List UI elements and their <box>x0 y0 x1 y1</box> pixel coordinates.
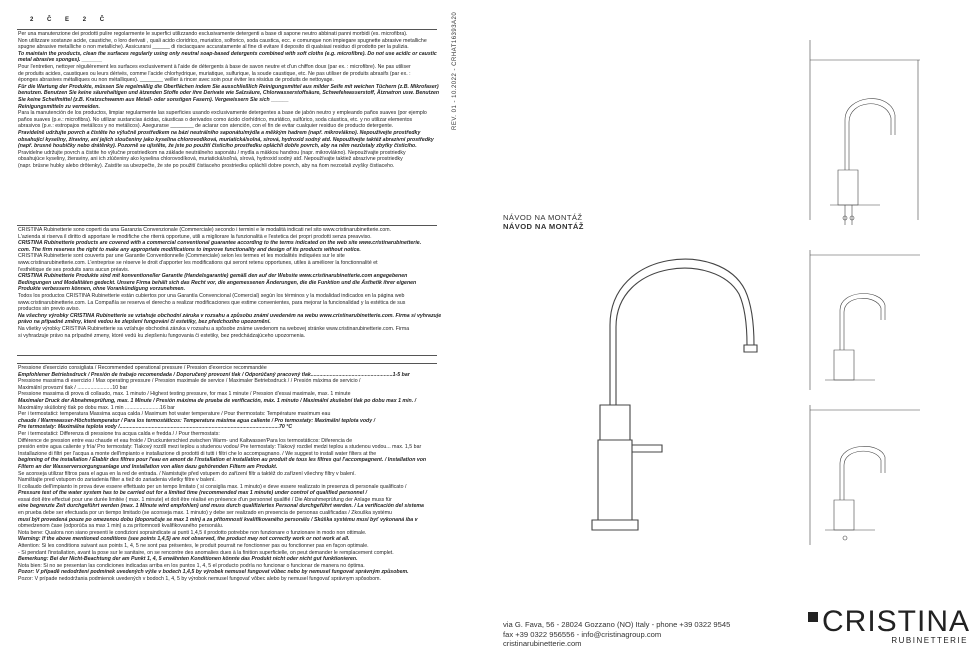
warranty-line: L'azienda si riserva il diritto di apportare le modifiche che riterrà opportune, utili a migliorare la funzionalità e l'estetica dei propri prodotti senza preavviso. <box>18 233 372 240</box>
warranty-line: CRISTINA Rubinetterie products are covered with a commercial conventional guarantee according to the terms indicated on the web site www.cristinarubinetterie. <box>18 240 422 247</box>
spec-line: chaude / Warmwasser-Höchsttemperatur / Para los termostáticos: Temperatura máxima agua caliente / Pro termostaty: Maximální teplota vody / <box>18 417 376 424</box>
maintenance-line: Non utilizzare sostanze acide, caustiche, o loro derivati , quali acido cloridrico, muriatico, solforico, soda caustica, ecc. e comunque non impiegare spugnette abrasive metalliche <box>18 37 427 44</box>
maintenance-section <box>18 31 440 169</box>
spec-line: Namištajte pred vstupom do zariadenia filter a tiež do zariadenia všetky filtre v balení. <box>18 477 216 484</box>
document-title <box>503 213 584 231</box>
technical-drawing-middle <box>800 250 930 400</box>
revision-code: REV. 01 - 10.2022 - CRHAT16393A20 <box>452 11 458 130</box>
spec-line: eine begrenzte Zeit durchgeführt werden (max. 1 Minute wird empfohlen) und muss durch qualifiziertes Personal durchgeführt werden. / La verificación del sistema <box>18 503 424 510</box>
divider <box>17 225 437 226</box>
maintenance-line: Pravidelně udržujte povrch a čistěte ho výlučně prostředkem na bázi neutrálního saponátu/mýdla a měkkým hadrem (např. mikrovlákno). Nepoužívejte prostředky <box>18 129 421 136</box>
spec-line: Pozor: V případě nedodržení podmínek uvedených výše v bodech 1,4,5 by výrobek nemusel fungovat vůbec nebo by nemusel fungovat správným způsobem. <box>18 569 409 576</box>
spec-line: presión entre agua caliente y fría/ Pro termostaty: Tlakový rozdíl mezi teplou a studenou vodou/ Pre termostaty: Tlakový rozdiel medzi teplou a studenou vodou... max. 1,5 bar <box>18 444 422 451</box>
maintenance-line: Pravidelne udržujte povrch a čistite ho výlučne prostriedkom na základe neutrálneho saponátu / mydla a mäkkou handrou (napr. mikrovlákno). Nepoužívajte prostriedky <box>18 149 406 156</box>
maintenance-line: metal abrasive sponges). _______ <box>18 57 103 64</box>
spec-line: Per i termostatici: temperatura Massima acqua calda / Maximum hot water temperature / Pour thermostats: Température maximum eau <box>18 411 331 418</box>
maintenance-line: Pour l'entretien, nettoyer régulièrement les surfaces exclusivement à l'aide de détergents à base de savon neutre et d'un chiffon doux (par ex. : microfibre). Ne pas utiliser <box>18 63 411 70</box>
lang-code: 2 <box>30 17 40 23</box>
maintenance-line: Reinigungsmitteln zu vermeiden. <box>18 103 100 110</box>
warranty-line: www.cristinarubinetterie.com. La Compañía se reserva el derecho a realizar modificaciones que estime convenientes, para mejorar la funcionalidad y la estética de sus <box>18 299 406 306</box>
spec-line: Différence de pression entre eau chaude et eau froide / Druckunterschied zwischen Warm- und Kaltwasser/Para los termostáticos: Diferencia de <box>18 437 353 444</box>
title-line: NÁVOD NA MONTÁŽ <box>503 213 583 222</box>
spec-line: Warning: If the above mentioned conditions (see points 1,4,5) are not observed, the product may not correctly work or not work at all. <box>18 536 350 543</box>
lang-code: E <box>65 17 76 23</box>
maintenance-line: To maintain the products, clean the surfaces regularly using only neutral soap-based detergents combined with soft cloths (e.g. microfibre). Do not use acidic or caustic <box>18 50 437 57</box>
brand-name: CRISTINA <box>822 605 970 638</box>
spec-line: Il collaudo dell'impianto in prova deve essere effettuato per un tempo limitato ( si consiglia max. 1 minuto) e deve essere realizzato in presenza di personale qualificato / <box>18 483 407 490</box>
warranty-line: si vyhradzuje právo na prípadné zmeny, ktoré vedú ku zlepšeniu fungovania či estetiky, bez predchádzajúceho upozornenia. <box>18 332 306 339</box>
maintenance-line: obsahující kyseliny, žíraviny, ani jejich sloučeniny jako kyselina chlorovodíková, muriatická/solná, sírová, hydroxid sodný atd. Nepoužívejte taktéž abrazivní prostředky <box>18 136 434 143</box>
spec-line: essai doit être effectué pour une durée limitée ( max. 1 minute) et doit être réalisé en présence d'un personnel qualifié / Die Abnahmeprüfung der Anlage muss für <box>18 496 392 503</box>
faucet-illustration <box>570 230 810 590</box>
maintenance-line: spugne abrasive metalliche o non metalliche). Assicurarsi ______ di risciacquare accuratamente al fine di evitare il deposito di qualsiasi residuo di prodotto per la pulizia. <box>18 44 409 51</box>
website: cristinarubinetterie.com <box>503 639 582 648</box>
maintenance-line: paños suaves (p.e.: microfibra). No utilizar sustancias ácidas, cáusticas o derivados como ácido clorhídrico, muriático, sulfúrico, soda cáustica, etc. y no utilizar elementos <box>18 116 413 123</box>
warranty-line: CRISTINA Rubinetterie sono coperti da una Garanzia Convenzionale (Commerciale) secondo i termini e le modalità indicati nel sito www.cristinarubinetterie.com. <box>18 227 392 233</box>
maintenance-line: benutzen. Benutzen Sie keine säurehaltigen und ätzenden Stoffe oder ihre Derivate wie Salzsäure, Chlorwasserstoffsäure, Schwefelwasserstoff, Ätznatron usw. Benutzen <box>18 90 440 97</box>
spec-line: Bemerkung: Bei der Nicht-Beachtung der am Punkt 1, 4, 5 erwähnten Konditionen könnte das Produkt nicht oder nicht gut funktionieren. <box>18 556 358 563</box>
maintenance-line: Per una manutenzione dei prodotti pulire regolarmente le superfici utilizzando esclusivamente detergenti a base di sapone neutro abbinati panni morbidi (es. microfibra). <box>18 31 408 37</box>
warranty-line: l'esthétique de ses produits sans aucun préavis. <box>18 266 130 273</box>
fax-email: fax +39 0322 956556 - info@cristinagroup.com <box>503 629 662 639</box>
warranty-line: www.cristinarubinetterie.com. L'entreprise se réserve le droit d'apporter les modifications qui seront retenu opportunes, utiles à améliorer la fonctionnalité et <box>18 259 378 266</box>
spec-line: - Si pendant l'installation, avant la pose sur le sanitaire, on se rencontre des anomalies dues à la finition superficielle, on peut demander le remplacement complet. <box>18 549 394 556</box>
lang-code: Č <box>47 17 58 23</box>
brand-subtitle: RUBINETTERIE <box>891 636 969 645</box>
warranty-line: Produkte verbessern können, ohne Vorankündigung vorzunehmen. <box>18 286 186 293</box>
maintenance-line: de produits acides, caustiques ou leurs dérivés, comme l'acide chlorhydrique, muriatique, sulfurique, la soude caustique, etc. Ne pas utiliser de produits abrasifs (par ex. : <box>18 70 411 77</box>
warranty-line: právo na případné změny, které vedou ke zlepšení fungování či estetiky, bez předchozího upozornění. <box>18 319 271 326</box>
spec-line: Maximaler Druck der Abnahmeprüfung, max. 1 Minute / Presión máxima de prueba de verificación, máx. 1 minuto / Maximální zkušební tlak po dobu max 1 min. / <box>18 397 417 404</box>
spec-line: Se aconseja utilizar filtros para el agua en la red de entrada. / Namistujte před vstupem do zařízení filtr a taktéž do zařízení všechny filtry v balení. <box>18 470 356 477</box>
title-line: NÁVOD NA MONTÁŽ <box>503 222 584 231</box>
lang-code: 2 <box>82 17 93 23</box>
maintenance-line: (napr. brúsne hubky alebo drôtenky). Zaistíte sa ubezpečte, že ste po použití čistiaceho prostriedku opláchli dobre povrch, aby na ňom nezostali zvyšky čistiaceho. <box>18 162 395 169</box>
brand-logo <box>808 605 970 645</box>
spec-line: Pressione massima di esercizio / Max operating pressure / Pression maximale de service / Maximaler Betriebsdruck / / Presión máxima de servicio / <box>18 378 361 385</box>
maintenance-line: Sie keine Scheifmittel (z.B. Kratzschwamm aus Metall- oder sonstigen Fasern). Vergewissern Sie sich ______ <box>18 96 289 103</box>
warranty-line: Na všetky výrobky CRISTINA Rubinetterie sa vzťahuje obchodná záruka v rozsahu a spôsobe známe uvedenom na webovej stránke www.cristinarubinetterie.com. Firma <box>18 325 410 332</box>
technical-drawing-top <box>800 40 930 230</box>
warranty-line: Todos los productos CRISTINA Rubinetterie están cubiertos por una Garantía Convencional (Comercial) según los términos y la modalidad indicados en la página web <box>18 292 405 299</box>
divider <box>17 29 437 30</box>
spec-line: Filtern an der Wasserversorgungsanlage und Installation von allen dazu gehörenden Filtern am Produkt. <box>18 463 278 470</box>
maintenance-line: éponges abrasives métalliques ou non métalliques). ________ veiller à rincer avec soin pour éviter les résidus de produits de nettoyage. <box>18 77 334 84</box>
spec-line: Pre termostaty: Maximálna teplota vody /.............................................................................................................70 °C <box>18 424 293 431</box>
spec-line: Nota bien: Si no se presentan las condiciones indicadas arriba en los puntos 1, 4, 5 el producto podría no funcionar o funcionar de manera no óptima. <box>18 562 365 569</box>
maintenance-line: obsahujúce kyseliny, žieraviny, ani ich zlúčeniny ako kyselina chlorovodíková, muriatická/soľná, sírová, hydroxid sodný atď. Nepoužívajte taktiež abrazívne prostriedky <box>18 156 403 163</box>
spec-line: obmedzenom čase (odporúča sa max 1 min) a za prítomnosti kvalifikovaného personálu. <box>18 523 224 530</box>
spec-line: Pressione d'esercizio consigliata / Recommended operational pressure / Pression d'exercice recommandée <box>18 365 267 371</box>
address: via G. Fava, 56 - 28024 Gozzano (NO) Italy - phone +39 0322 9545 <box>503 620 731 629</box>
spec-line: Maximálny skúšobný tlak po dobu max. 1 min ........................16 bar <box>18 404 175 411</box>
spec-line: Pressure test of the water system has to be carried out for a limited time (recommended max 1 minute) under control of qualified personnel / <box>18 490 367 497</box>
spec-line: musí být provedená pouze po omezenou dobu (doporučuje se max 1 min) a za přítomnosti kvalifikovaného personálu / Skúška systému musí byť vykonaná iba v <box>18 516 418 523</box>
spec-line: Per i termostatici: Differenza di pressione tra acqua calda e fredda / / Pour thermostats: <box>18 430 220 437</box>
spec-line: Pozor: V prípade nedodržania podmienok uvedených v bodoch 1, 4, 5 by výrobok nemusel fungovať vôbec alebo by nemusel fungovať správnym spôsobom. <box>18 576 381 582</box>
divider <box>17 355 437 356</box>
spec-line: Attention: Si les conditions suivant aux points 1, 4, 5 ne sont pas présentes, le produit pourrait ne fonctionner pas ou fonctionner pas en façon optimale. <box>18 543 369 550</box>
technical-drawing-bottom <box>800 405 930 555</box>
contact-info <box>503 620 730 649</box>
maintenance-line: Für die Wartung der Produkte, müssen Sie regelmäßig die Oberflächen indem Sie ausschließlich Reinigungsmittel aus milder Seife mit weichen Tüchern (z.B. Mikrofaser) <box>18 83 439 90</box>
lang-code: Č <box>99 17 111 23</box>
warranty-line: productos sin previo aviso. <box>18 306 80 313</box>
warranty-line: CRISTINA Rubinetterie sont couverts par une Garantie Conventionnelle (Commerciale) selon les termes et les modalités indiquées sur le site <box>18 253 345 260</box>
spec-line: beginning of the installation / Établir des filtres pour l'eau en amont de l'installation et installation au produit de tous les filtres qui l'accompagnent. / Installation von <box>18 457 427 464</box>
maintenance-line: abrasivos (p.e.: estropajos metálicos y no metálicos). Asegurarse ________ de aclarar con atención, con el fin de evitar cualquier residuo de producto detergente. <box>18 123 394 130</box>
warranty-line: Na všechny výrobky CRISTINA Rubinetterie se vztahuje obchodní záruka v rozsahu a způsobu známí uvedeném na webu www.cristinarubinetterie.com. Firma si vyhrazuje <box>18 312 442 319</box>
warranty-line: Bedingungen und Modalitäten gedeckt. Unsere Firma behält sich das Recht vor, die angemessenen Änderungen, die die Funktion und die Ästhetik ihrer eigenen <box>18 279 417 286</box>
spec-line: Pressione massima di prova di collaudo, max. 1 minuto / Highest testing pressure, for max 1 minute / Pression d'essai maximale, max. 1 minute <box>18 391 351 398</box>
specs-section <box>18 365 436 583</box>
maintenance-line: Para la manutención de los productos, limpiar regularmente las superficies usando exclusivamente detergentes a base de jabón neutro y empleando paños suaves (por ejemplo <box>18 110 427 117</box>
warranty-line: com. The firm reserves the right to make any appropriate modifications to improve functionality and design of its products without notice. <box>18 246 361 253</box>
spec-line: Maximální provozní tlak / ........................10 bar <box>18 384 128 391</box>
divider <box>17 363 437 364</box>
spec-line: Empfohlener Betriebsdruck / Presión de trabajo recomendada / Doporučený provozní tlak / Odporúčaný pracovný tlak........................................................1-5 bar <box>18 371 410 378</box>
spec-line: en prueba debe ser efectuada por un tiempo limitado (se aconseja max. 1 minuto) y debe ser realizado en presencia de personas cualificadas / Zkouška systému <box>18 510 392 517</box>
spec-line: Installazione di filtri per l'acqua a monte dell'impianto e installazione di prodotti di tutti i filtri che lo accompagnano. / We suggest to install water filters at the <box>18 450 377 457</box>
maintenance-line: (např. brusné houbičky nebo drátěnky). Pozorně se ujistěte, že jste po použití čisticího prostředku opláchli dobře povrch, aby na něm nezůstaly zbytky čisticího. <box>18 143 417 150</box>
brand-square-icon <box>808 612 818 622</box>
language-codes-header <box>30 17 110 23</box>
warranty-line: CRISTINA Rubinetterie Produkte sind mit konventioneller Garantie (Handelsgarantie) gemäß den auf der Website www.cristinarubinetterie.com angegebenen <box>18 273 408 280</box>
warranty-section <box>18 227 442 339</box>
spec-line: Nota bene: Qualora non siano presenti le condizioni sopraindicate ai punti 1,4,5 il prodotto potrebbe non funzionare o funzionare in modo non ottimale. <box>18 529 367 536</box>
